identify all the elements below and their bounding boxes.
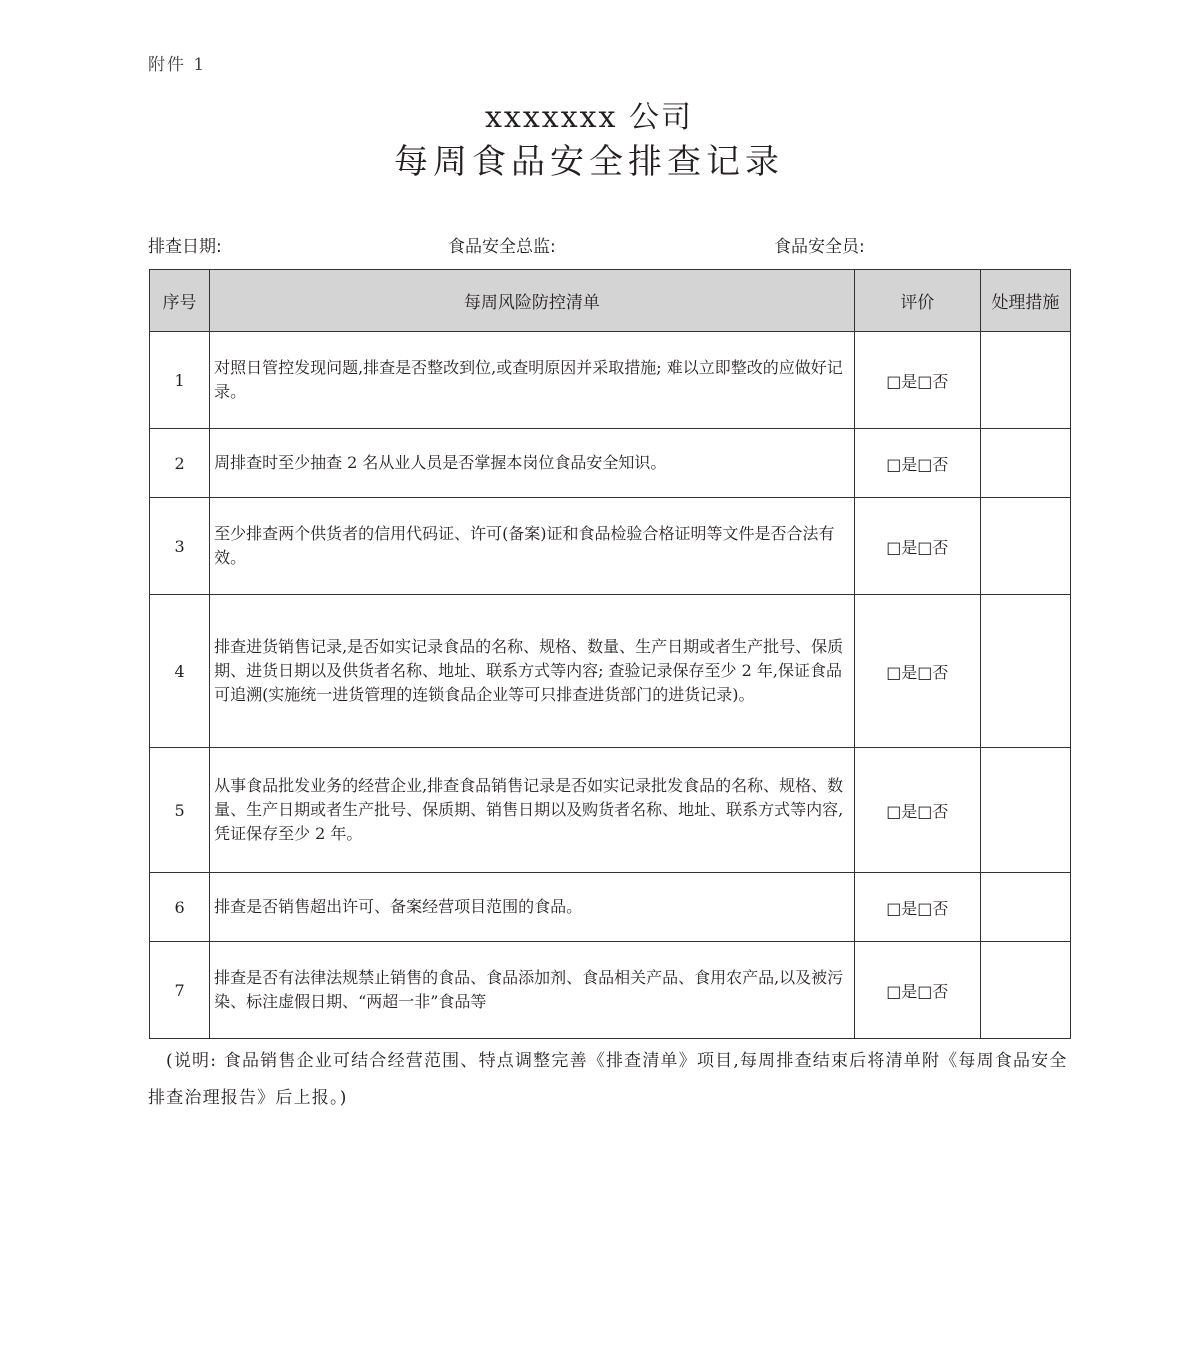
food-safety-director-label: 食品安全总监: xyxy=(448,237,556,257)
action-cell[interactable] xyxy=(980,873,1070,942)
table-row xyxy=(150,429,1071,498)
table-header-row xyxy=(150,270,1071,332)
evaluation-checkboxes[interactable]: □是□否 xyxy=(854,332,980,429)
table-row xyxy=(150,498,1071,595)
row-number: 7 xyxy=(150,942,210,1039)
row-number: 3 xyxy=(150,498,210,595)
header-eval: 评价 xyxy=(854,270,980,332)
checklist-item: 排查是否有法律法规禁止销售的食品、食品添加剂、食品相关产品、食用农产品,以及被污染、标注虚假日期、“两超一非”食品等 xyxy=(210,942,855,1039)
checklist-item: 对照日管控发现问题,排查是否整改到位,或查明原因并采取措施; 难以立即整改的应做好记录。 xyxy=(210,332,855,429)
header-no: 序号 xyxy=(150,270,210,332)
row-number: 6 xyxy=(150,873,210,942)
checklist-item: 排查是否销售超出许可、备案经营项目范围的食品。 xyxy=(210,873,855,942)
action-cell[interactable] xyxy=(980,332,1070,429)
weekly-risk-checklist-table xyxy=(149,269,1071,1039)
evaluation-checkboxes[interactable]: □是□否 xyxy=(854,595,980,748)
header-item: 每周风险防控清单 xyxy=(210,270,855,332)
header-action: 处理措施 xyxy=(980,270,1070,332)
row-number: 1 xyxy=(150,332,210,429)
action-cell[interactable] xyxy=(980,942,1070,1039)
evaluation-checkboxes[interactable]: □是□否 xyxy=(854,942,980,1039)
evaluation-checkboxes[interactable]: □是□否 xyxy=(854,748,980,873)
table-row xyxy=(150,873,1071,942)
action-cell[interactable] xyxy=(980,429,1070,498)
inspection-date-label: 排查日期: xyxy=(148,237,222,257)
explanatory-note: (说明: 食品销售企业可结合经营范围、特点调整完善《排查清单》项目,每周排查结束后将清单附《每周食品安全排查治理报告》后上报。) xyxy=(148,1051,1068,1108)
table-row xyxy=(150,748,1071,873)
checklist-item: 排查进货销售记录,是否如实记录食品的名称、规格、数量、生产日期或者生产批号、保质期、进货日期以及供货者名称、地址、联系方式等内容; 查验记录保存至少 2 年,保证食品可追溯(实施统一进货管理的连锁食品企业等可只排查进货部门的进货记录)。 xyxy=(210,595,855,748)
checklist-item: 从事食品批发业务的经营企业,排查食品销售记录是否如实记录批发食品的名称、规格、数量、生产日期或者生产批号、保质期、销售日期以及购货者名称、地址、联系方式等内容,凭证保存至少 2 年。 xyxy=(210,748,855,873)
food-safety-officer-label: 食品安全员: xyxy=(774,237,865,257)
evaluation-checkboxes[interactable]: □是□否 xyxy=(854,429,980,498)
action-cell[interactable] xyxy=(980,748,1070,873)
evaluation-checkboxes[interactable]: □是□否 xyxy=(854,873,980,942)
evaluation-checkboxes[interactable]: □是□否 xyxy=(854,498,980,595)
table-row xyxy=(150,332,1071,429)
checklist-item: 至少排查两个供货者的信用代码证、许可(备案)证和食品检验合格证明等文件是否合法有效。 xyxy=(210,498,855,595)
company-name: xxxxxxx 公司 xyxy=(485,100,693,135)
checklist-item: 周排查时至少抽查 2 名从业人员是否掌握本岗位食品安全知识。 xyxy=(210,429,855,498)
action-cell[interactable] xyxy=(980,595,1070,748)
table-row xyxy=(150,942,1071,1039)
row-number: 4 xyxy=(150,595,210,748)
row-number: 5 xyxy=(150,748,210,873)
table-row xyxy=(150,595,1071,748)
action-cell[interactable] xyxy=(980,498,1070,595)
attachment-label: 附件 1 xyxy=(148,55,207,75)
document-title: 每周食品安全排查记录 xyxy=(394,142,784,182)
row-number: 2 xyxy=(150,429,210,498)
